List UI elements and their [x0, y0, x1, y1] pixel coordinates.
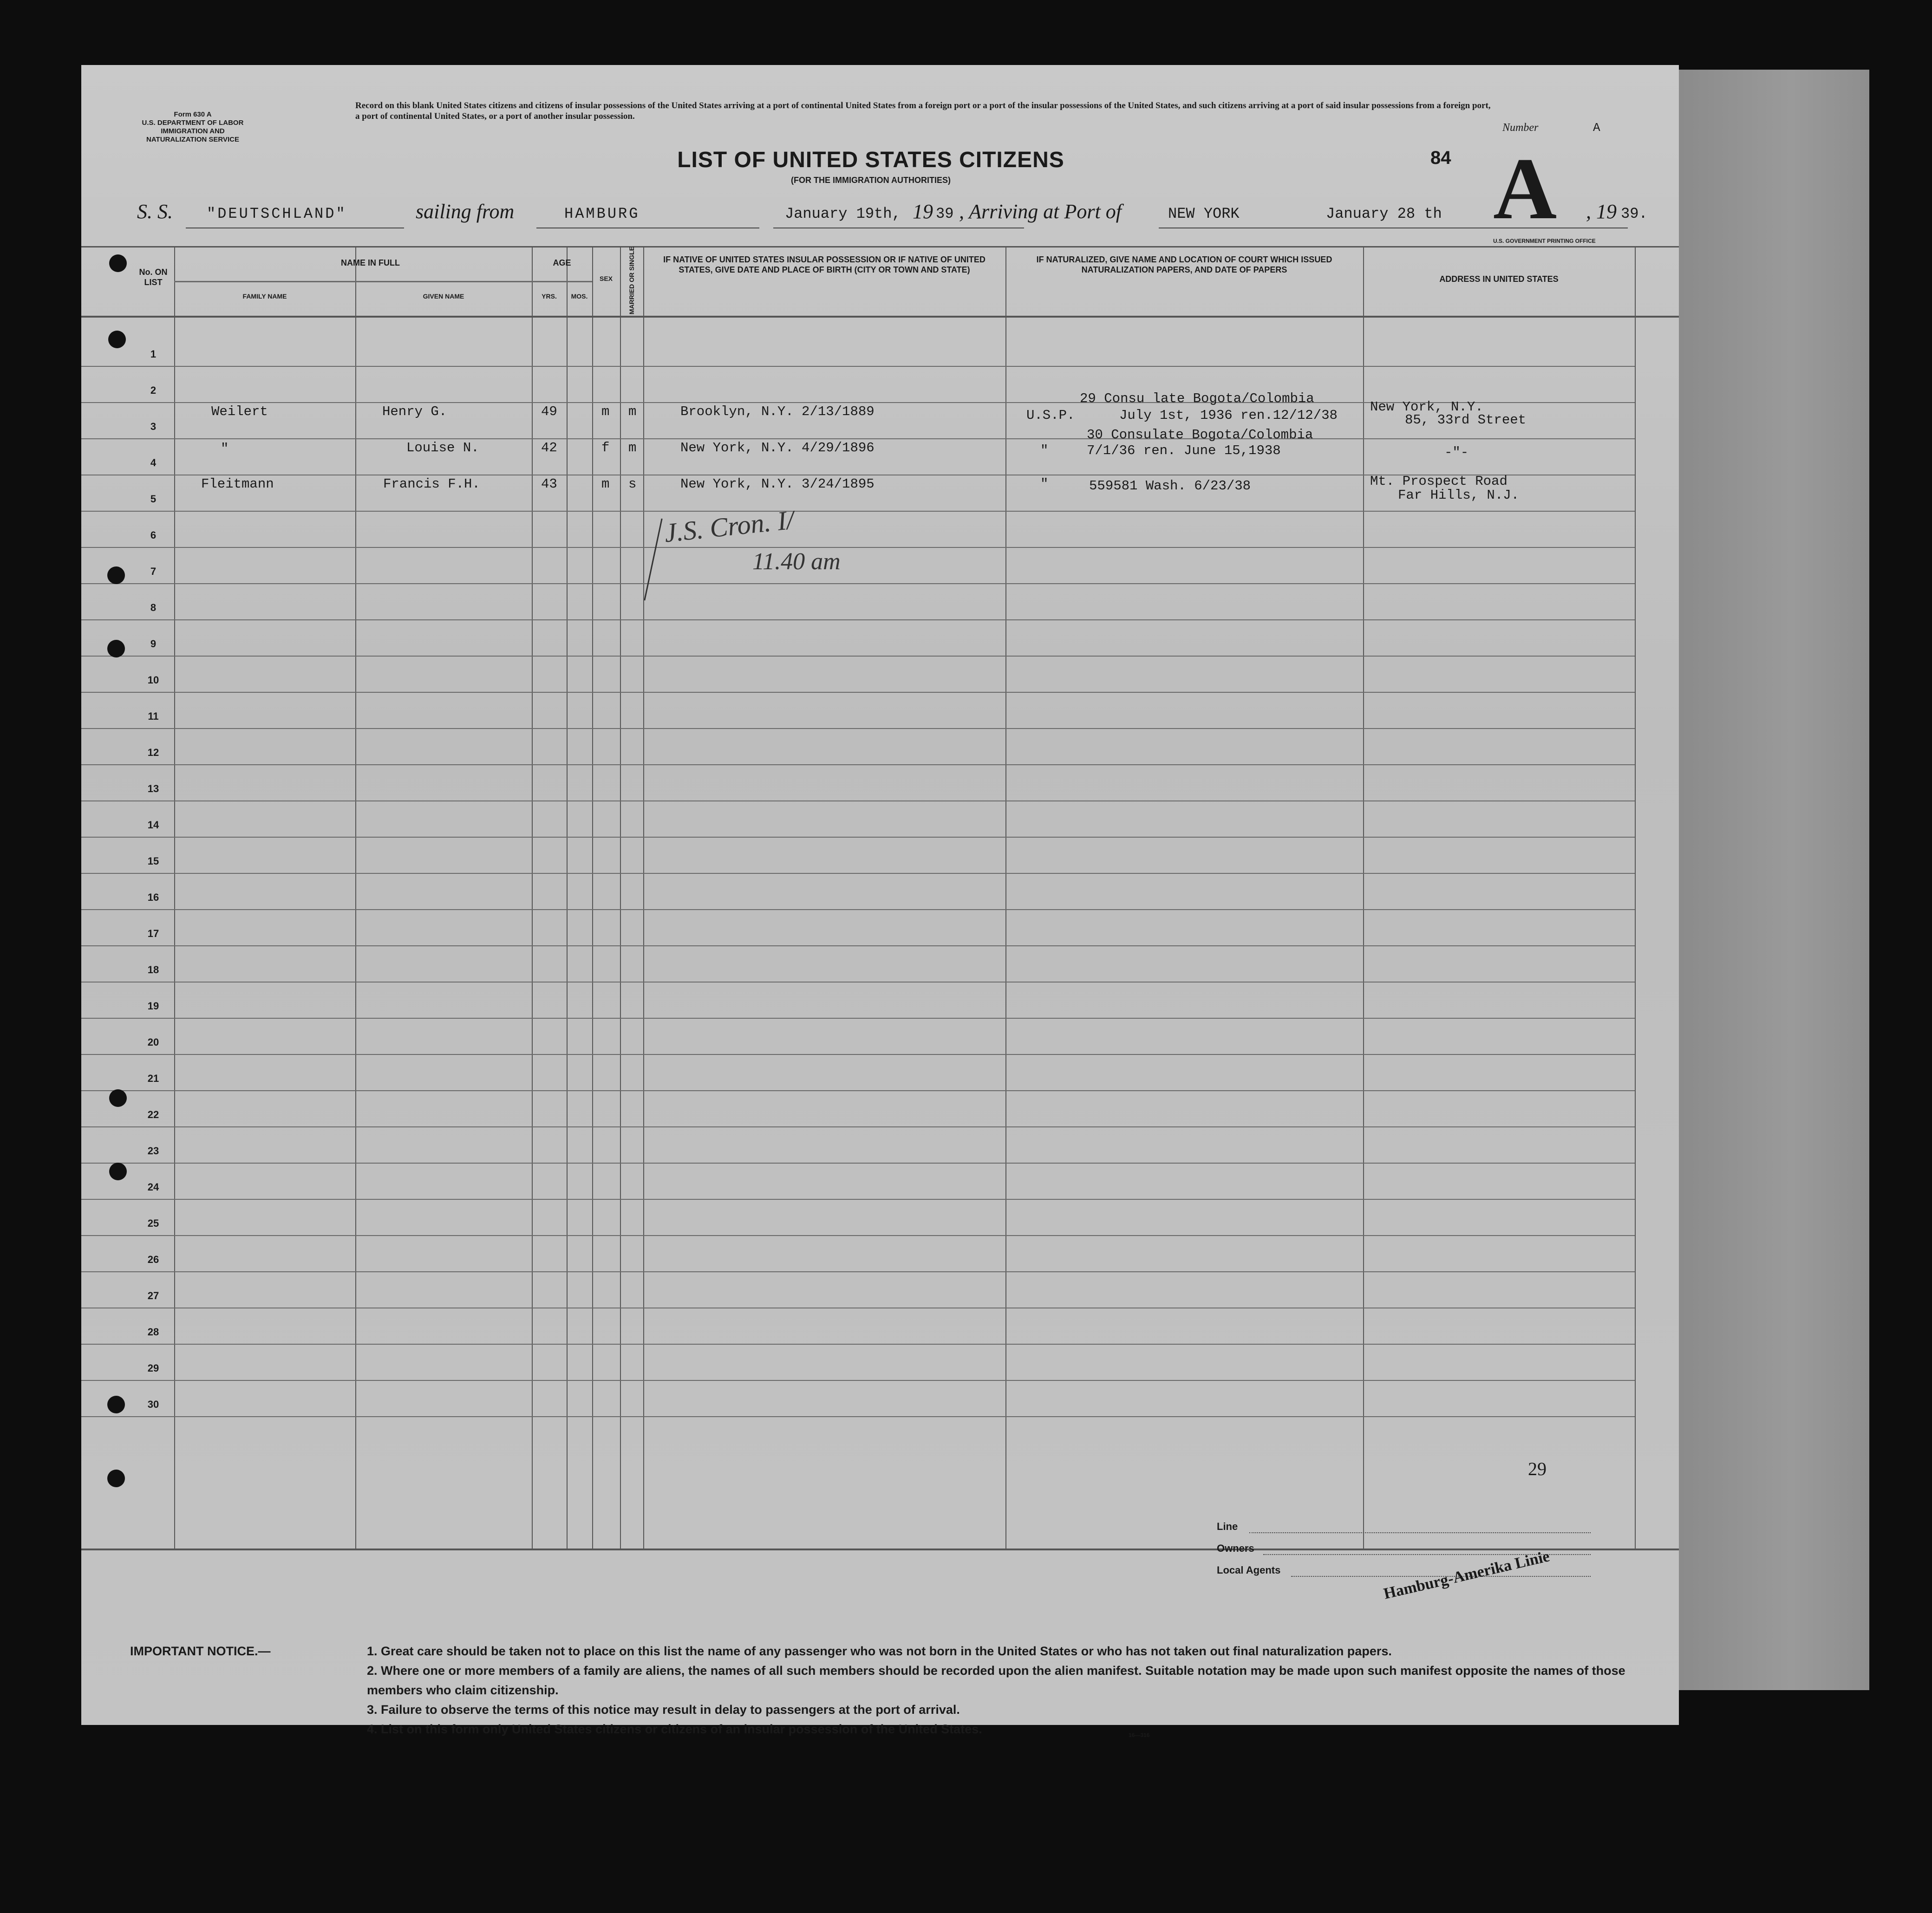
table-top-border: [81, 246, 1679, 247]
row-3-given-name: Francis F.H.: [383, 476, 480, 492]
row-1-address-street: 85, 33rd Street: [1405, 412, 1527, 428]
notice-item-2: 2. Where one or more members of a family are aliens, the names of all such members should be recorded upon the alien manifest. Suitable notation may be made upon such manifest opposite the names of those members who claim citizenship.: [367, 1664, 1625, 1697]
row-number: 5: [150, 493, 157, 505]
row-rule: [81, 873, 1635, 874]
row-number: 12: [147, 747, 159, 758]
row-rule: [81, 728, 1635, 729]
row-number: 2: [150, 384, 157, 396]
col-divider-address: [1635, 246, 1636, 1549]
row-number: 8: [150, 602, 157, 613]
row-rule: [81, 692, 1635, 693]
notice-item-3: 3. Failure to observe the terms of this notice may result in delay to passengers at the port of arrival.: [367, 1703, 960, 1717]
col-divider-sex: [620, 246, 621, 1549]
header-name-in-full: NAME IN FULL: [341, 258, 400, 267]
row-rule: [81, 619, 1635, 620]
record-instruction: Record on this blank United States citizens and citizens of insular possessions of the United States arriving at a port of continental United States from a foreign port or a port of the insular possessions of the United States, and such citizens arriving at a port of said insular possessions from a foreign port, a port of continental United States, or a port of another insular possession.: [355, 101, 1491, 121]
col-divider-married: [643, 246, 644, 1549]
list-letter: A: [1493, 140, 1557, 238]
row-rule: [81, 438, 1635, 439]
row-1-sex: m: [601, 404, 610, 419]
row-number: 16: [147, 891, 159, 903]
binder-hole: [108, 331, 126, 348]
row-3-birth: New York, N.Y. 3/24/1895: [680, 476, 875, 492]
manifest-sheet: [81, 65, 1679, 1738]
name-subheader-line: [174, 281, 567, 282]
handwritten-page-count: 29: [1528, 1458, 1547, 1479]
row-number: 4: [150, 457, 157, 468]
row-2-naturalized-court: 30 Consulate Bogota/Colombia: [1087, 427, 1313, 442]
row-number: 21: [147, 1073, 159, 1084]
row-rule: [81, 1380, 1635, 1381]
row-3-naturalized-date: 559581 Wash. 6/23/38: [1089, 478, 1251, 494]
row-1-given-name: Henry G.: [382, 404, 447, 419]
row-number: 7: [150, 566, 157, 577]
row-number: 25: [147, 1217, 159, 1229]
row-rule: [81, 1344, 1635, 1345]
line-label: Line: [1217, 1521, 1238, 1532]
header-sex: SEX: [599, 275, 613, 282]
header-naturalized: IF NATURALIZED, GIVE NAME AND LOCATION OF COURT WHICH ISSUED NATURALIZATION PAPERS, AND DATE OF PAPERS: [1036, 255, 1332, 274]
col-divider-birth: [1005, 246, 1006, 1549]
row-rule: [81, 764, 1635, 765]
printing-office: U.S. GOVERNMENT PRINTING OFFICE: [1493, 238, 1596, 244]
row-rule: [81, 1126, 1635, 1127]
row-2-family-name: ": [221, 441, 229, 456]
row-3-naturalized-prefix: ": [1040, 476, 1049, 492]
row-rule: [81, 366, 1635, 367]
manifest-table: [81, 246, 1679, 1555]
number-value: A: [1593, 121, 1600, 135]
handwritten-stroke: [644, 519, 662, 601]
binder-hole: [107, 1470, 125, 1487]
arrival-year-prefix: , 19: [1586, 200, 1617, 223]
row-number: 17: [147, 928, 159, 939]
row-3-age: 43: [541, 476, 557, 492]
row-rule: [81, 837, 1635, 838]
notice-item-1: 1. Great care should be taken not to place on this list the name of any passenger who was not born in the United States or who has not taken out final naturalization papers.: [367, 1644, 1392, 1658]
row-rule: [81, 909, 1635, 910]
row-rule: [81, 547, 1635, 548]
departure-year: 39: [936, 205, 954, 222]
col-divider-no: [174, 246, 175, 1549]
row-number: 9: [150, 638, 157, 650]
row-2-naturalized-date: 7/1/36 ren. June 15,1938: [1087, 443, 1281, 458]
sheet-number: 84: [1430, 148, 1451, 168]
header-no-on-list: No. ON LIST: [139, 267, 168, 287]
row-2-sex: f: [601, 440, 610, 455]
number-label: Number: [1502, 122, 1539, 134]
departure-date: January 19th,: [785, 205, 901, 222]
scan-background-panel: [1674, 70, 1869, 1690]
form-code: 16—316: [1129, 1732, 1150, 1738]
row-number: 22: [147, 1109, 159, 1120]
ss-label: S. S.: [137, 200, 173, 223]
row-number: 30: [147, 1399, 159, 1410]
departure-year-prefix: 19: [913, 200, 933, 223]
form-id: [123, 111, 262, 144]
page-title: LIST OF UNITED STATES CITIZENS: [677, 148, 1064, 172]
row-number: 14: [147, 819, 159, 831]
row-rule: [81, 1090, 1635, 1091]
row-1-family-name: Weilert: [211, 404, 268, 419]
row-number: 23: [147, 1145, 159, 1157]
handwritten-time-note: 11.40 am: [752, 548, 841, 575]
row-1-naturalized-prefix: U.S.P.: [1026, 408, 1075, 423]
shipping-line-stamp: Hamburg-Amerika Linie: [1382, 1548, 1552, 1603]
row-number: 6: [150, 529, 157, 541]
arrival-year: 39.: [1621, 205, 1648, 222]
row-number: 3: [150, 421, 157, 432]
col-divider-mos: [592, 246, 593, 1549]
row-number: 11: [148, 710, 159, 722]
row-rule: [81, 1235, 1635, 1236]
header-bottom-border: [81, 316, 1679, 318]
row-number: 26: [147, 1254, 159, 1265]
header-married-or-single: MARRIED OR SINGLE: [628, 246, 635, 315]
handwritten-inspector-note: J.S. Cron. I/: [663, 504, 796, 548]
arrival-port: NEW YORK: [1168, 205, 1240, 222]
notice-lead: IMPORTANT NOTICE.—: [130, 1644, 271, 1658]
row-3-marital: s: [628, 476, 637, 492]
row-rule: [81, 583, 1635, 584]
form-number: Form 630 A: [174, 111, 212, 118]
ship-name: "DEUTSCHLAND": [207, 205, 347, 222]
notice-item-4: 4. List on this form only United States citizens or citizens of an insular possession of the United States.: [367, 1722, 982, 1736]
row-2-naturalized-prefix: ": [1040, 443, 1049, 458]
row-number: 24: [147, 1181, 159, 1193]
row-rule: [81, 1163, 1635, 1164]
row-3-address-town: Far Hills, N.J.: [1398, 488, 1520, 503]
row-3-family-name: Fleitmann: [201, 476, 274, 492]
voyage-line: [137, 200, 1670, 232]
row-3-sex: m: [601, 476, 610, 492]
col-divider-yrs: [567, 246, 568, 1549]
service-line-1: IMMIGRATION AND: [161, 127, 225, 135]
row-number: 13: [147, 783, 159, 794]
row-number: 10: [147, 674, 159, 686]
row-rule: [81, 982, 1635, 983]
binder-hole: [107, 566, 125, 584]
row-number: 1: [150, 348, 157, 360]
row-2-birth: New York, N.Y. 4/29/1896: [680, 440, 875, 455]
col-divider-given: [532, 246, 533, 1549]
arriving-label: , Arriving at Port of: [959, 200, 1122, 223]
col-divider-family: [355, 246, 356, 1549]
header-mos: MOS.: [571, 293, 588, 300]
row-rule: [81, 1199, 1635, 1200]
header-age: AGE: [553, 258, 571, 267]
row-number: 18: [147, 964, 159, 976]
row-rule: [81, 945, 1635, 946]
binder-hole: [107, 640, 125, 657]
row-1-age: 49: [541, 404, 557, 419]
row-number: 28: [147, 1326, 159, 1338]
binder-hole: [109, 1089, 127, 1107]
row-rule: [81, 800, 1635, 801]
row-number: 20: [147, 1036, 159, 1048]
header-birth: IF NATIVE OF UNITED STATES INSULAR POSSESSION OR IF NATIVE OF UNITED STATES, GIVE DATE AND PLACE OF BIRTH (CITY OR TOWN AND STATE): [663, 255, 986, 274]
row-1-naturalized-court: 29 Consu late Bogota/Colombia: [1080, 391, 1314, 406]
row-1-naturalized-date: July 1st, 1936 ren.12/12/38: [1119, 408, 1338, 423]
owners-label: Owners: [1217, 1542, 1254, 1554]
table-bottom-border: [81, 1549, 1679, 1550]
row-2-marital: m: [628, 440, 637, 455]
col-divider-naturalized: [1363, 246, 1364, 1549]
arrival-date: January 28 th: [1326, 205, 1442, 222]
row-2-address-ditto: -"-: [1444, 445, 1469, 460]
line-field: [1249, 1532, 1591, 1533]
row-number: 29: [147, 1362, 159, 1374]
row-3-address-road: Mt. Prospect Road: [1370, 474, 1508, 489]
page-subtitle: (FOR THE IMMIGRATION AUTHORITIES): [791, 176, 951, 185]
age-subheader-line: [532, 281, 592, 282]
sailing-from-label: sailing from: [416, 200, 515, 223]
row-rule: [81, 1271, 1635, 1272]
row-rule: [81, 656, 1635, 657]
row-number: 15: [147, 855, 159, 867]
row-2-age: 42: [541, 440, 557, 455]
binder-hole: [109, 1163, 127, 1180]
row-2-given-name: Louise N.: [406, 440, 479, 455]
header-address: ADDRESS IN UNITED STATES: [1439, 274, 1559, 284]
row-1-address-city: New York, N.Y.: [1370, 399, 1483, 415]
row-1-birth: Brooklyn, N.Y. 2/13/1889: [680, 404, 875, 419]
header-given-name: GIVEN NAME: [423, 293, 464, 300]
row-rule: [81, 511, 1635, 512]
binder-hole: [109, 254, 127, 272]
row-number: 27: [147, 1290, 159, 1301]
row-number: 19: [147, 1000, 159, 1012]
local-agents-label: Local Agents: [1217, 1564, 1281, 1576]
header-family-name: FAMILY NAME: [242, 293, 287, 300]
row-rule: [81, 1018, 1635, 1019]
service-line-2: NATURALIZATION SERVICE: [146, 136, 239, 143]
binder-hole: [107, 1396, 125, 1413]
row-rule: [81, 1054, 1635, 1055]
departure-port: HAMBURG: [564, 205, 640, 222]
row-rule: [81, 1416, 1635, 1417]
header-yrs: YRS.: [542, 293, 557, 300]
row-1-marital: m: [628, 404, 637, 419]
department: U.S. DEPARTMENT OF LABOR: [142, 119, 244, 127]
